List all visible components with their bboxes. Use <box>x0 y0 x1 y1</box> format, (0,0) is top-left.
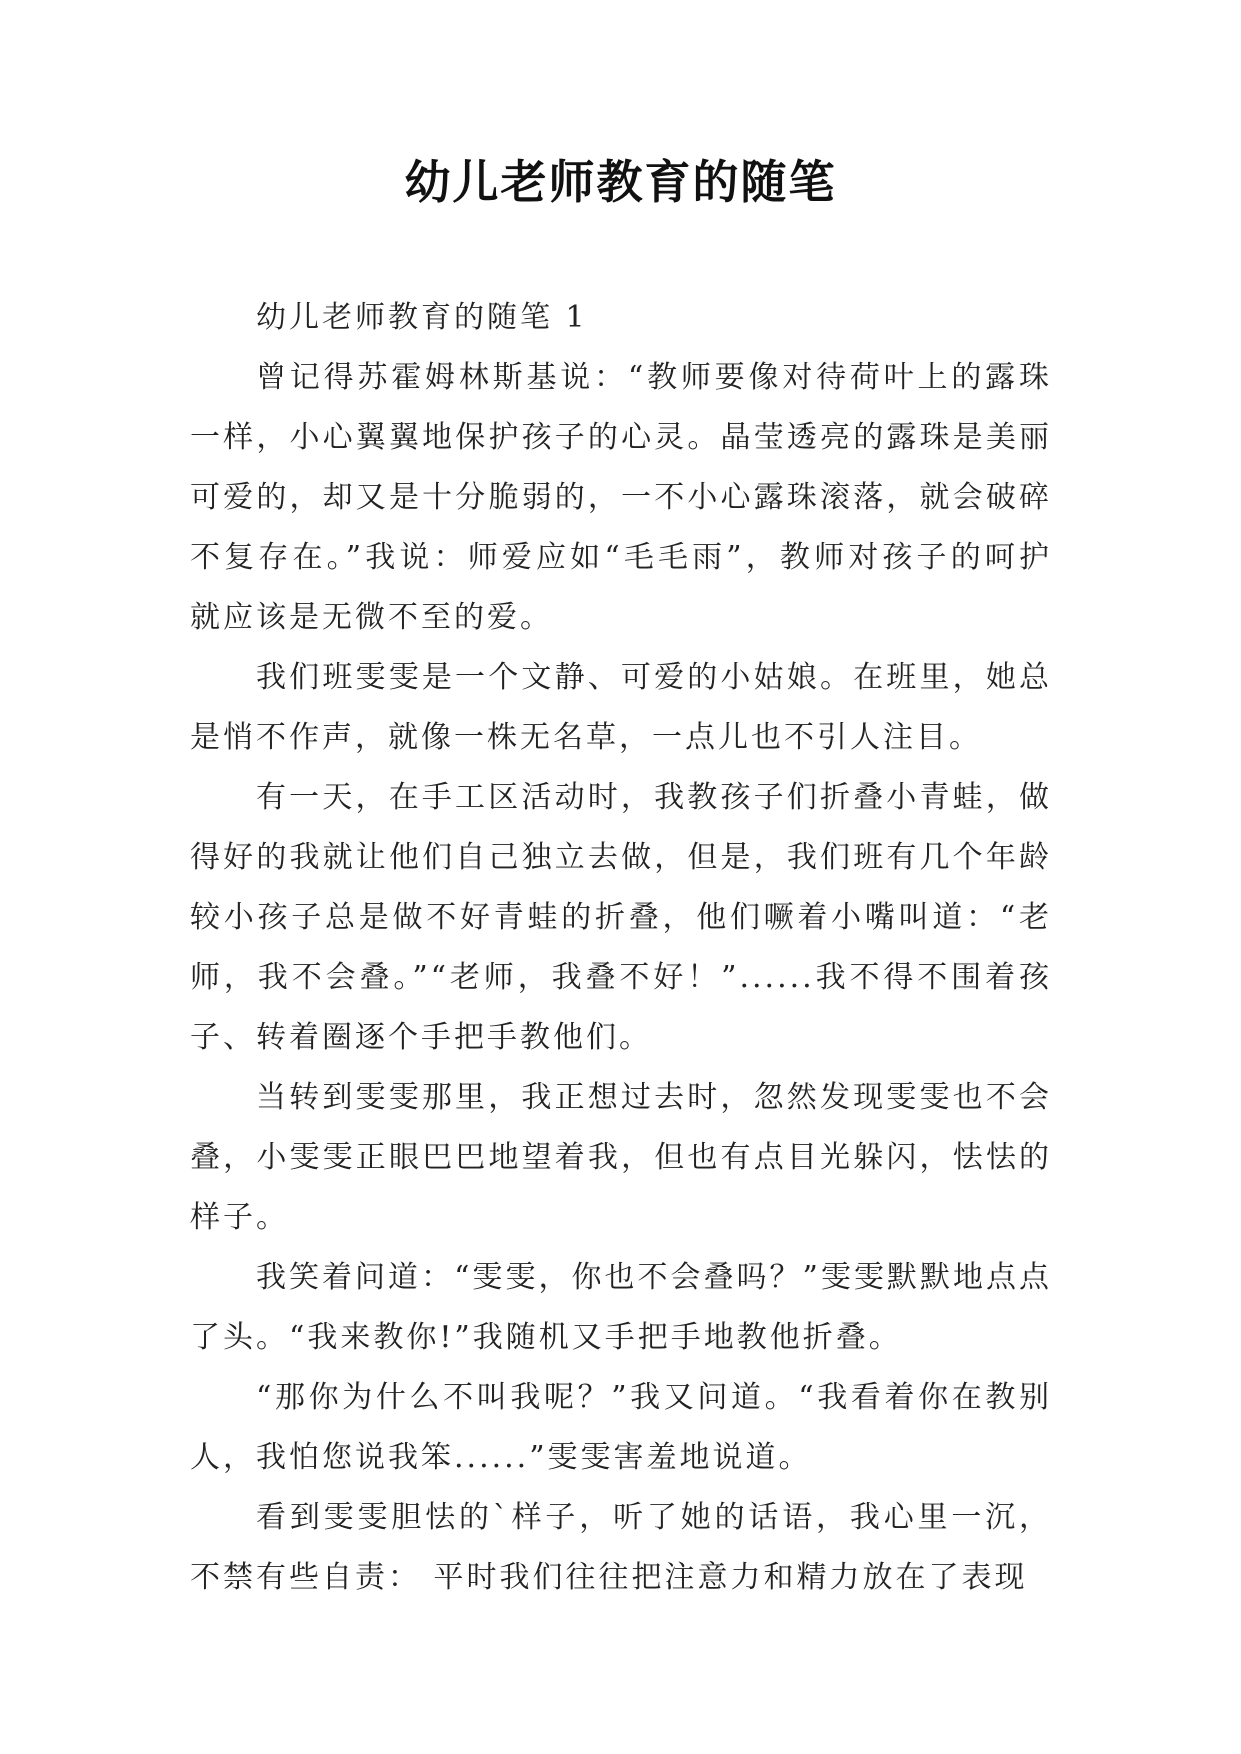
paragraph-6: “那你为什么不叫我呢？”我又问道。“我看着你在教别人，我怕您说我笨......”雯雯害羞地说道。 <box>190 1380 1052 1475</box>
paragraph-1: 曾记得苏霍姆林斯基说：“教师要像对待荷叶上的露珠一样，小心翼翼地保护孩子的心灵。晶莹透亮的露珠是美丽可爱的，却又是十分脆弱的，一不小心露珠滚落，就会破碎不复存在。”我说：师爱应如“毛毛雨”，教师对孩子的呵护就应该是无微不至的爱。 <box>190 360 1052 635</box>
paragraph-3: 有一天，在手工区活动时，我教孩子们折叠小青蛙，做得好的我就让他们自己独立去做，但是，我们班有几个年龄较小孩子总是做不好青蛙的折叠，他们噘着小嘴叫道：“老师，我不会叠。”“老师，我叠不好！”......我不得不围着孩子、转着圈逐个手把手教他们。 <box>190 780 1052 1055</box>
paragraph-2: 我们班雯雯是一个文静、可爱的小姑娘。在班里，她总是悄不作声，就像一株无名草，一点儿也不引人注目。 <box>190 660 1052 755</box>
document-title: 幼儿老师教育的随笔 <box>404 155 837 209</box>
section-heading: 幼儿老师教育的随笔 1 <box>256 300 588 335</box>
paragraph-4: 当转到雯雯那里，我正想过去时，忽然发现雯雯也不会叠，小雯雯正眼巴巴地望着我，但也有点目光躲闪，怯怯的样子。 <box>190 1080 1052 1235</box>
document-body <box>190 288 1052 1608</box>
paragraph-7: 看到雯雯胆怯的`样子，听了她的话语，我心里一沉，不禁有些自责： 平时我们往往把注意力和精力放在了表现 <box>190 1500 1052 1595</box>
paragraph-5: 我笑着问道：“雯雯，你也不会叠吗？”雯雯默默地点点了头。“我来教你!”我随机又手把手地教他折叠。 <box>190 1260 1052 1355</box>
